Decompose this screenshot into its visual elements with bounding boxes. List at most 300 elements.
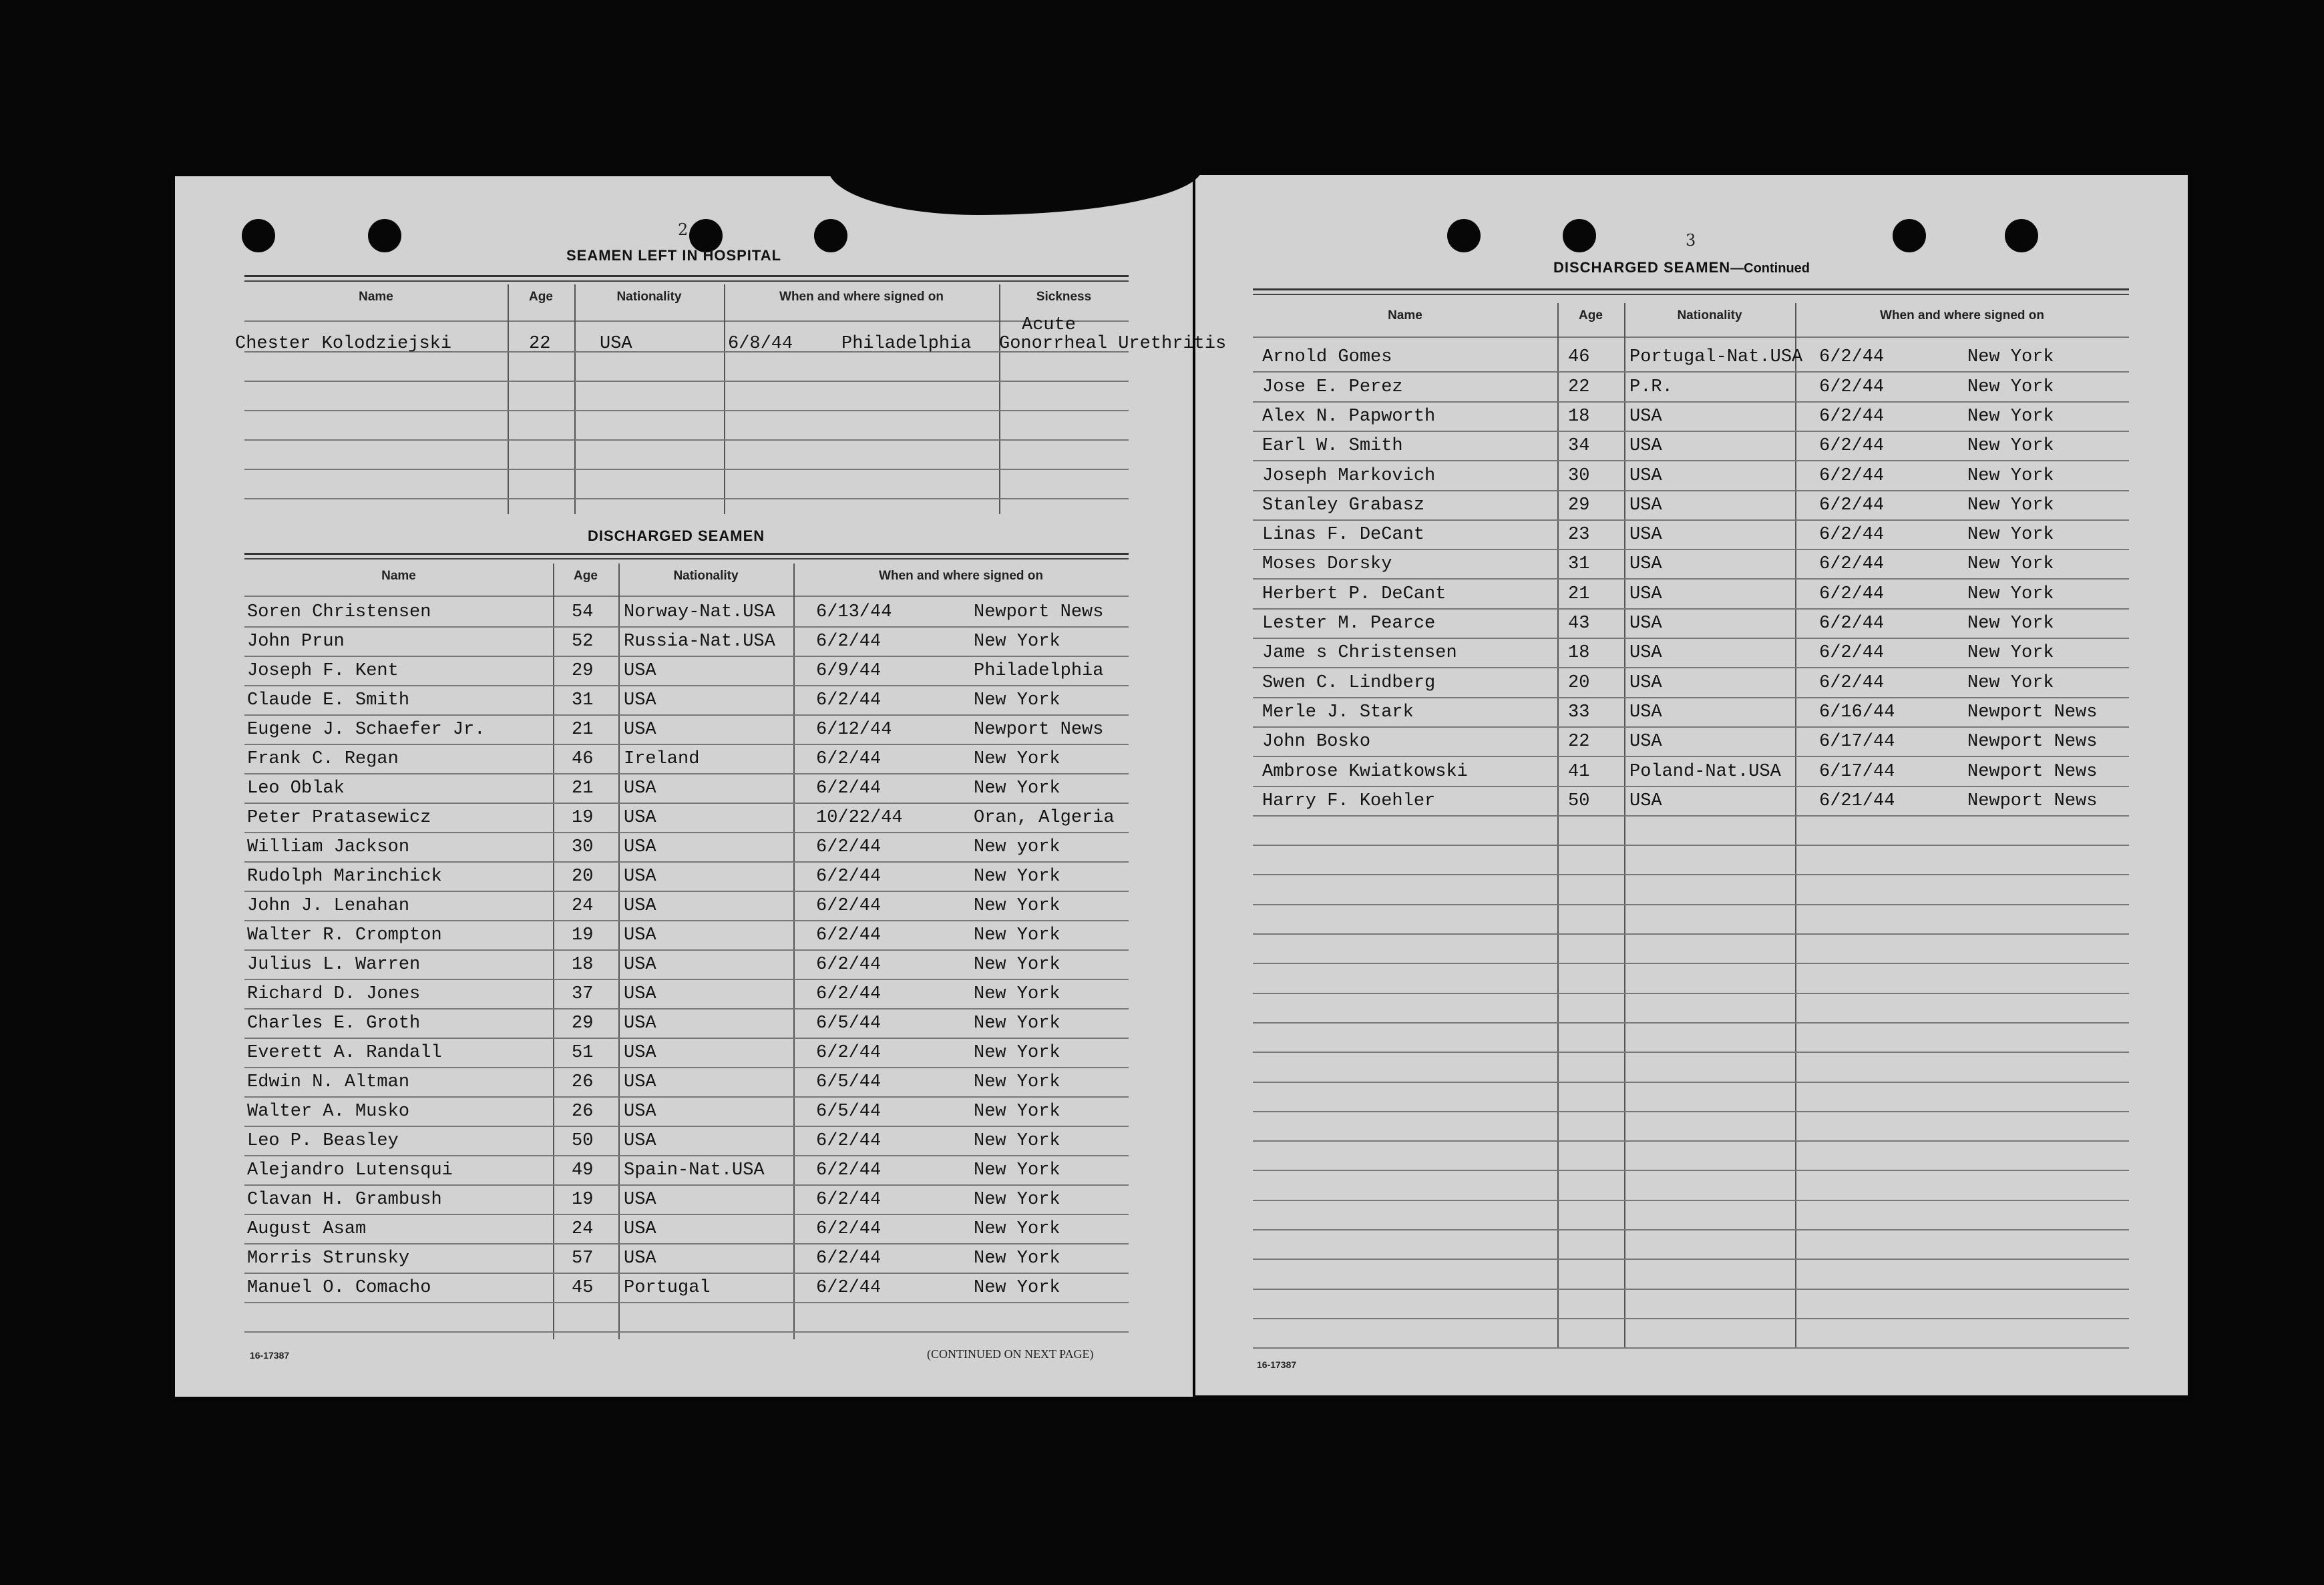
table-cell-name: Peter Pratasewicz xyxy=(247,808,431,828)
table-cell-name: Rudolph Marinchick xyxy=(247,867,442,887)
table-cell-date: 6/2/44 xyxy=(816,1249,882,1269)
table-cell-date: 6/2/44 xyxy=(1819,584,1885,604)
row-rule xyxy=(244,744,1129,745)
table-cell-name: Charles E. Groth xyxy=(247,1013,421,1034)
table-cell-age: 57 xyxy=(572,1249,594,1269)
table-cell-date: 6/16/44 xyxy=(1819,702,1895,722)
row-rule xyxy=(244,685,1129,686)
table-cell-nationality: Ireland xyxy=(624,749,700,769)
punch-hole xyxy=(242,219,275,252)
table-cell-date: 6/12/44 xyxy=(816,720,892,740)
table-cell-date: 6/2/44 xyxy=(1819,554,1885,575)
row-rule xyxy=(1253,697,2129,698)
table-cell-age: 21 xyxy=(572,778,594,799)
table-cell-date: 6/2/44 xyxy=(816,984,882,1004)
table-cell-nationality: USA xyxy=(624,1072,656,1092)
row-rule xyxy=(1253,1170,2129,1171)
table-cell-date: 6/9/44 xyxy=(816,661,882,681)
table-cell-date: 6/2/44 xyxy=(816,778,882,799)
table-cell-date: 6/2/44 xyxy=(816,1043,882,1063)
table-cell-name: Frank C. Regan xyxy=(247,749,399,769)
table-cell-place: New York xyxy=(974,1190,1060,1210)
table-cell-date: 6/2/44 xyxy=(816,1278,882,1298)
table-cell-place: New York xyxy=(1967,614,2054,634)
table-cell-age: 37 xyxy=(572,984,594,1004)
punch-hole xyxy=(814,219,847,252)
row-rule xyxy=(244,439,1129,441)
table-cell-nationality: Norway-Nat.USA xyxy=(624,602,775,622)
title-suffix: —Continued xyxy=(1730,261,1810,276)
punch-hole xyxy=(368,219,401,252)
table-cell-date: 6/17/44 xyxy=(1819,761,1895,782)
column-divider xyxy=(508,284,509,514)
rule xyxy=(244,558,1129,559)
table-cell-nationality: USA xyxy=(624,984,656,1004)
table-cell-place: New York xyxy=(974,749,1060,769)
row-rule xyxy=(244,1155,1129,1156)
table-cell-place: New York xyxy=(974,925,1060,945)
rule xyxy=(244,280,1129,282)
continued-note: (CONTINUED ON NEXT PAGE) xyxy=(927,1347,1094,1361)
table-cell-place: Newport News xyxy=(1967,702,2098,722)
table-cell-age: 43 xyxy=(1568,614,1590,634)
table-cell-nationality: USA xyxy=(624,867,656,887)
row-rule xyxy=(244,1038,1129,1039)
form-number: 16-17387 xyxy=(1257,1359,1297,1370)
row-rule xyxy=(1253,1140,2129,1142)
table-cell-place: New York xyxy=(974,1249,1060,1269)
table-cell-place: New York xyxy=(1967,672,2054,693)
row-rule xyxy=(1253,786,2129,787)
table-cell-name: Soren Christensen xyxy=(247,602,431,622)
table-cell-place: New York xyxy=(974,1219,1060,1239)
column-header: Sickness xyxy=(1036,290,1092,304)
column-header: Nationality xyxy=(673,569,739,583)
row-rule xyxy=(1253,904,2129,905)
table-cell-nationality: USA xyxy=(624,1190,656,1210)
table-cell-date: 6/2/44 xyxy=(1819,377,1885,397)
punch-hole xyxy=(1563,219,1596,252)
table-cell-name: Moses Dorsky xyxy=(1262,554,1392,575)
table-cell-nationality: USA xyxy=(1629,790,1662,811)
table-cell-date: 6/2/44 xyxy=(816,837,882,857)
table-cell-date: 6/2/44 xyxy=(816,1190,882,1210)
column-header: Nationality xyxy=(1677,308,1742,322)
table-cell-place: New York xyxy=(974,1013,1060,1034)
table-cell-nationality: Portugal-Nat.USA xyxy=(1629,347,1803,368)
table-cell-date: 6/2/44 xyxy=(816,1219,882,1239)
table-cell-name: Lester M. Pearce xyxy=(1262,614,1436,634)
table-cell-nationality: USA xyxy=(624,1043,656,1063)
row-rule xyxy=(244,920,1129,921)
row-rule xyxy=(244,1302,1129,1303)
row-rule xyxy=(244,1096,1129,1098)
table-cell-date: 6/2/44 xyxy=(1819,495,1885,515)
row-rule xyxy=(1253,1347,2129,1349)
row-rule xyxy=(1253,756,2129,757)
table-cell-place: Newport News xyxy=(974,720,1104,740)
table-cell-nationality: USA xyxy=(624,837,656,857)
table-cell-nationality: USA xyxy=(624,955,656,975)
table-cell-age: 19 xyxy=(572,808,594,828)
column-header: Age xyxy=(574,569,598,583)
row-rule xyxy=(244,1126,1129,1127)
column-header: Age xyxy=(529,290,553,304)
table-cell-place: Philadelphia xyxy=(841,334,972,354)
row-rule xyxy=(1253,1200,2129,1201)
table-cell-nationality: USA xyxy=(624,1102,656,1122)
table-cell-place: Newport News xyxy=(1967,761,2098,782)
table-cell-name: Claude E. Smith xyxy=(247,690,410,710)
table-cell-age: 46 xyxy=(572,749,594,769)
table-cell-age: 29 xyxy=(572,661,594,681)
table-cell-nationality: USA xyxy=(624,1249,656,1269)
row-rule xyxy=(1253,815,2129,817)
table-cell-name: Clavan H. Grambush xyxy=(247,1190,442,1210)
table-cell-age: 21 xyxy=(1568,584,1590,604)
table-cell-place: New York xyxy=(974,984,1060,1004)
page-number: 3 xyxy=(1686,231,1696,250)
table-cell-nationality: USA xyxy=(624,808,656,828)
table-cell-place: New York xyxy=(974,632,1060,652)
column-header: Name xyxy=(1388,308,1422,322)
table-cell-name: Walter R. Crompton xyxy=(247,925,442,945)
column-divider xyxy=(724,284,725,514)
row-rule xyxy=(1253,845,2129,846)
row-rule xyxy=(1253,1111,2129,1112)
table-cell-name: Harry F. Koehler xyxy=(1262,790,1436,811)
table-cell-name: John Prun xyxy=(247,632,345,652)
table-cell-nationality: USA xyxy=(1629,554,1662,575)
table-cell-nationality: USA xyxy=(1629,436,1662,457)
table-cell-date: 6/2/44 xyxy=(816,925,882,945)
table-cell-date: 6/2/44 xyxy=(1819,614,1885,634)
table-cell-nationality: P.R. xyxy=(1629,377,1673,397)
table-cell-nationality: USA xyxy=(1629,702,1662,722)
table-cell-name: Edwin N. Altman xyxy=(247,1072,410,1092)
table-cell-age: 45 xyxy=(572,1278,594,1298)
table-cell-name: Joseph Markovich xyxy=(1262,465,1436,486)
table-cell-place: New York xyxy=(974,896,1060,916)
table-cell-date: 6/2/44 xyxy=(1819,436,1885,457)
table-cell-age: 34 xyxy=(1568,436,1590,457)
row-rule xyxy=(1253,667,2129,668)
table-cell-nationality: USA xyxy=(1629,406,1662,427)
table-cell-age: 21 xyxy=(572,720,594,740)
table-cell-name: Manuel O. Comacho xyxy=(247,1278,431,1298)
table-cell-age: 49 xyxy=(572,1160,594,1180)
row-rule xyxy=(244,1243,1129,1244)
row-rule xyxy=(1253,371,2129,373)
table-cell-nationality: USA xyxy=(624,720,656,740)
row-rule xyxy=(1253,933,2129,935)
row-rule xyxy=(244,1067,1129,1068)
row-rule xyxy=(1253,963,2129,964)
table-cell-date: 6/2/44 xyxy=(1819,406,1885,427)
table-cell-place: New York xyxy=(974,955,1060,975)
column-header: Nationality xyxy=(616,290,682,304)
column-divider xyxy=(793,563,795,1339)
table-cell-date: 6/5/44 xyxy=(816,1072,882,1092)
table-cell-age: 18 xyxy=(1568,406,1590,427)
column-header: Age xyxy=(1579,308,1603,322)
table-cell-name: Walter A. Musko xyxy=(247,1102,410,1122)
table-cell-age: 31 xyxy=(1568,554,1590,575)
table-cell-age: 19 xyxy=(572,925,594,945)
column-header: Name xyxy=(359,290,393,304)
table-cell-name: Herbert P. DeCant xyxy=(1262,584,1446,604)
row-rule xyxy=(1253,1229,2129,1230)
table-cell-name: Ambrose Kwiatkowski xyxy=(1262,761,1468,782)
form-number: 16-17387 xyxy=(250,1350,290,1361)
table-cell-name: Jame s Christensen xyxy=(1262,643,1457,664)
table-cell-nationality: USA xyxy=(1629,614,1662,634)
table-cell-place: New York xyxy=(974,1278,1060,1298)
table-cell-nationality: USA xyxy=(1629,672,1662,693)
row-rule xyxy=(1253,1082,2129,1083)
table-cell-name: Jose E. Perez xyxy=(1262,377,1403,397)
table-cell-nationality: USA xyxy=(624,778,656,799)
table-cell-date: 6/2/44 xyxy=(816,955,882,975)
column-header: Name xyxy=(381,569,416,583)
table-cell-place: New York xyxy=(1967,465,2054,486)
row-rule xyxy=(1253,490,2129,491)
row-rule xyxy=(1253,431,2129,432)
table-cell-date: 6/17/44 xyxy=(1819,732,1895,752)
table-cell-date: 6/2/44 xyxy=(816,690,882,710)
table-cell-name: Joseph F. Kent xyxy=(247,661,399,681)
table-cell-name: Stanley Grabasz xyxy=(1262,495,1425,515)
discharged-continued-title xyxy=(1553,259,1810,276)
table-cell-age: 54 xyxy=(572,602,594,622)
table-cell-place: Newport News xyxy=(974,602,1104,622)
row-rule xyxy=(244,949,1129,951)
column-header: When and where signed on xyxy=(779,290,944,304)
table-cell-place: New York xyxy=(974,1072,1060,1092)
table-cell-age: 22 xyxy=(1568,732,1590,752)
table-cell-age: 23 xyxy=(1568,525,1590,545)
table-cell-date: 6/2/44 xyxy=(1819,347,1885,368)
row-rule xyxy=(244,381,1129,382)
table-cell-name: Richard D. Jones xyxy=(247,984,421,1004)
table-cell-nationality: Portugal xyxy=(624,1278,711,1298)
table-cell-place: New York xyxy=(974,690,1060,710)
table-cell-date: 6/2/44 xyxy=(1819,465,1885,486)
row-rule xyxy=(244,891,1129,892)
table-cell-nationality: Poland-Nat.USA xyxy=(1629,761,1781,782)
row-rule xyxy=(1253,993,2129,994)
table-cell-age: 22 xyxy=(529,334,551,354)
table-cell-name: William Jackson xyxy=(247,837,410,857)
rule xyxy=(1253,288,2129,290)
table-cell-name: Arnold Gomes xyxy=(1262,347,1392,368)
table-cell-age: 41 xyxy=(1568,761,1590,782)
row-rule xyxy=(1253,608,2129,610)
row-rule xyxy=(244,714,1129,716)
table-cell-date: 6/2/44 xyxy=(816,749,882,769)
table-cell-age: 51 xyxy=(572,1043,594,1063)
table-cell-name: Earl W. Smith xyxy=(1262,436,1403,457)
row-rule xyxy=(244,498,1129,499)
table-cell-place: New York xyxy=(1967,436,2054,457)
row-rule xyxy=(1253,578,2129,580)
table-cell-place: New York xyxy=(974,778,1060,799)
table-cell-nationality: USA xyxy=(624,1131,656,1151)
column-divider xyxy=(999,284,1000,514)
table-cell-nationality: Russia-Nat.USA xyxy=(624,632,775,652)
table-cell-age: 18 xyxy=(572,955,594,975)
header-rule xyxy=(244,320,1129,322)
column-divider xyxy=(553,563,554,1339)
table-cell-age: 20 xyxy=(1568,672,1590,693)
row-rule xyxy=(1253,1259,2129,1260)
table-cell-nationality: USA xyxy=(1629,495,1662,515)
table-cell-nationality: USA xyxy=(624,925,656,945)
table-cell-date: 6/2/44 xyxy=(1819,525,1885,545)
row-rule xyxy=(244,832,1129,833)
table-cell-age: 26 xyxy=(572,1102,594,1122)
row-rule xyxy=(1253,1289,2129,1290)
table-cell-place: New York xyxy=(1967,643,2054,664)
table-cell-nationality: USA xyxy=(1629,643,1662,664)
table-cell-date: 6/2/44 xyxy=(1819,643,1885,664)
table-cell-age: 24 xyxy=(572,896,594,916)
table-cell-nationality: USA xyxy=(624,690,656,710)
table-cell-nationality: USA xyxy=(624,661,656,681)
table-cell-name: Merle J. Stark xyxy=(1262,702,1414,722)
row-rule xyxy=(244,1273,1129,1274)
page-number: 2 xyxy=(678,220,689,239)
row-rule xyxy=(244,803,1129,804)
table-cell-nationality: USA xyxy=(1629,465,1662,486)
row-rule xyxy=(244,979,1129,980)
table-cell-nationality: USA xyxy=(1629,732,1662,752)
table-cell-age: 22 xyxy=(1568,377,1590,397)
table-cell-name: Leo P. Beasley xyxy=(247,1131,399,1151)
column-header: When and where signed on xyxy=(1880,308,2044,322)
table-cell-nationality: USA xyxy=(624,1013,656,1034)
table-cell-age: 18 xyxy=(1568,643,1590,664)
row-rule xyxy=(1253,1022,2129,1024)
rule xyxy=(244,553,1129,555)
punch-hole xyxy=(2005,219,2038,252)
table-cell-name: Alex N. Papworth xyxy=(1262,406,1436,427)
row-rule xyxy=(244,1214,1129,1215)
row-rule xyxy=(1253,638,2129,639)
table-cell-age: 46 xyxy=(1568,347,1590,368)
row-rule xyxy=(244,1184,1129,1186)
table-cell-name: Chester Kolodziejski xyxy=(235,334,452,354)
table-cell-age: 20 xyxy=(572,867,594,887)
table-cell-place: Newport News xyxy=(1967,790,2098,811)
table-cell-place: New York xyxy=(1967,525,2054,545)
table-cell-place: New York xyxy=(1967,406,2054,427)
table-cell-date: 6/2/44 xyxy=(816,632,882,652)
table-cell-nationality: USA xyxy=(1629,584,1662,604)
table-cell-name: Julius L. Warren xyxy=(247,955,421,975)
table-cell-age: 29 xyxy=(572,1013,594,1034)
row-rule xyxy=(1253,519,2129,521)
table-cell-age: 50 xyxy=(572,1131,594,1151)
table-cell-place: New York xyxy=(974,1131,1060,1151)
table-cell-name: Leo Oblak xyxy=(247,778,345,799)
row-rule xyxy=(244,656,1129,657)
table-cell-age: 30 xyxy=(1568,465,1590,486)
table-cell-place: New york xyxy=(974,837,1060,857)
punch-hole xyxy=(1893,219,1926,252)
table-cell-age: 31 xyxy=(572,690,594,710)
table-cell-name: Morris Strunsky xyxy=(247,1249,410,1269)
header-rule xyxy=(244,596,1129,597)
table-cell-date: 6/5/44 xyxy=(816,1102,882,1122)
table-cell-date: 6/13/44 xyxy=(816,602,892,622)
row-rule xyxy=(1253,874,2129,875)
row-rule xyxy=(244,1331,1129,1333)
column-divider xyxy=(574,284,576,514)
rule xyxy=(1253,294,2129,295)
table-cell-age: 30 xyxy=(572,837,594,857)
table-cell-place: Oran, Algeria xyxy=(974,808,1115,828)
table-cell-place: Newport News xyxy=(1967,732,2098,752)
row-rule xyxy=(244,773,1129,774)
row-rule xyxy=(1253,726,2129,728)
table-cell-nationality: Spain-Nat.USA xyxy=(624,1160,765,1180)
table-cell-age: 19 xyxy=(572,1190,594,1210)
row-rule xyxy=(244,469,1129,470)
table-cell-place: New York xyxy=(974,1043,1060,1063)
table-cell-date: 6/2/44 xyxy=(816,1131,882,1151)
table-cell-date: 6/21/44 xyxy=(1819,790,1895,811)
table-cell-date: 6/2/44 xyxy=(816,867,882,887)
table-cell-name: Linas F. DeCant xyxy=(1262,525,1425,545)
table-cell-nationality: USA xyxy=(624,1219,656,1239)
table-cell-place: New York xyxy=(974,1102,1060,1122)
punch-hole xyxy=(1447,219,1481,252)
row-rule xyxy=(1253,460,2129,461)
row-rule xyxy=(244,1008,1129,1009)
table-cell-sickness: Acute xyxy=(1022,315,1077,335)
row-rule xyxy=(1253,401,2129,403)
table-cell-age: 33 xyxy=(1568,702,1590,722)
table-cell-name: Eugene J. Schaefer Jr. xyxy=(247,720,486,740)
table-cell-name: Everett A. Randall xyxy=(247,1043,442,1063)
column-divider xyxy=(618,563,620,1339)
table-cell-age: 24 xyxy=(572,1219,594,1239)
row-rule xyxy=(1253,549,2129,550)
table-cell-place: New York xyxy=(1967,347,2054,368)
table-cell-place: New York xyxy=(974,1160,1060,1180)
table-cell-age: 52 xyxy=(572,632,594,652)
table-cell-name: John J. Lenahan xyxy=(247,896,410,916)
row-rule xyxy=(244,861,1129,863)
title-text: DISCHARGED SEAMEN xyxy=(1553,259,1731,276)
rule xyxy=(244,275,1129,277)
row-rule xyxy=(1253,1052,2129,1053)
table-cell-nationality: USA xyxy=(624,896,656,916)
hospital-section-title: SEAMEN LEFT IN HOSPITAL xyxy=(566,247,782,264)
table-cell-nationality: USA xyxy=(1629,525,1662,545)
table-cell-age: 29 xyxy=(1568,495,1590,515)
table-cell-name: August Asam xyxy=(247,1219,367,1239)
header-rule xyxy=(1253,336,2129,338)
table-cell-place: New York xyxy=(1967,377,2054,397)
table-cell-date: 6/2/44 xyxy=(1819,672,1885,693)
table-cell-date: 6/8/44 xyxy=(728,334,793,354)
table-cell-place: New York xyxy=(974,867,1060,887)
table-cell-place: New York xyxy=(1967,495,2054,515)
table-cell-age: 50 xyxy=(1568,790,1590,811)
table-cell-date: 6/2/44 xyxy=(816,1160,882,1180)
